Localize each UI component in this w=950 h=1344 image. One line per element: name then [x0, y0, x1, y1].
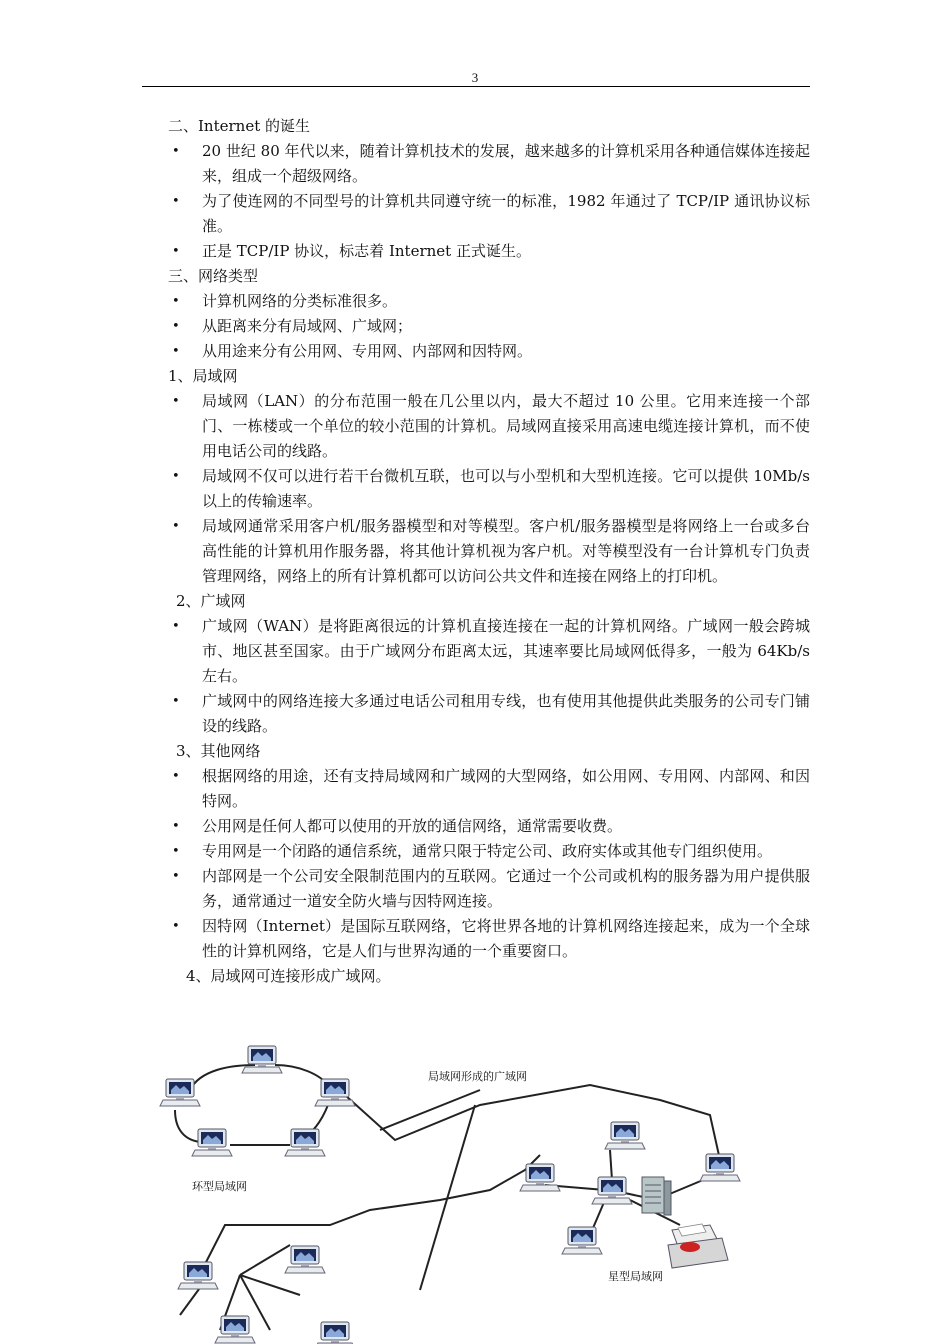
computer-icon [285, 1246, 325, 1273]
star-lan-links [545, 1150, 715, 1235]
document-body [168, 114, 810, 989]
computer-icon [605, 1122, 645, 1149]
section-heading: 二、Internet 的诞生 [168, 117, 310, 135]
bullet-item: • 根据网络的用途，还有支持局域网和广域网的大型网络，如公用网、专用网、内部网、和因特网。 [168, 764, 810, 814]
computer-icon [520, 1164, 560, 1191]
computer-icon [285, 1129, 325, 1156]
bullet-item: • 计算机网络的分类标准很多。 [168, 289, 810, 314]
section-heading: 2、广域网 [176, 592, 246, 610]
computer-icon [160, 1079, 200, 1106]
bullet-item: • 为了使连网的不同型号的计算机共同遵守统一的标准，1982 年通过了 TCP/IP 通讯协议标准。 [168, 189, 810, 239]
computer-icon [178, 1262, 218, 1289]
star-lan-label: 星型局域网 [608, 1271, 663, 1283]
computer-icon [315, 1322, 355, 1344]
bullet-item: • 局域网不仅可以进行若干台微机互联，也可以与小型机和大型机连接。它可以提供 10Mb/s 以上的传输速率。 [168, 464, 810, 514]
computer-icon [592, 1177, 632, 1204]
computer-icon [562, 1227, 602, 1254]
computer-icon [242, 1046, 282, 1073]
computer-icon [700, 1154, 740, 1181]
wan-backbone [180, 1085, 720, 1330]
wan-label: 局域网形成的广域网 [428, 1071, 527, 1083]
bullet-item: • 因特网（Internet）是国际互联网络，它将世界各地的计算机网络连接起来，成为一个全球性的计算机网络，它是人们与世界沟通的一个重要窗口。 [168, 914, 810, 964]
bullet-item: • 局域网通常采用客户机/服务器模型和对等模型。客户机/服务器模型是将网络上一台或多台高性能的计算机用作服务器，将其他计算机视为客户机。对等模型没有一台计算机专门负责管理网络，网络上的所有计算机都可以访问公共文件和连接在网络上的打印机。 [168, 514, 810, 589]
page-number: 3 [471, 70, 479, 85]
section-heading: 1、局域网 [168, 367, 238, 385]
section-heading: 3、其他网络 [176, 742, 261, 760]
section-heading: 三、网络类型 [168, 267, 259, 285]
bullet-item: • 广域网中的网络连接大多通过电话公司租用专线，也有使用其他提供此类服务的公司专门铺设的线路。 [168, 689, 810, 739]
bullet-item: • 正是 TCP/IP 协议，标志着 Internet 正式诞生。 [168, 239, 810, 264]
bullet-item: • 广域网（WAN）是将距离很远的计算机直接连接在一起的计算机网络。广域网一般会跨城市、地区甚至国家。由于广域网分布距离太远，其速率要比局域网低得多，一般为 64Kb/s 左右。 [168, 614, 810, 689]
server-icon [642, 1177, 671, 1215]
bullet-item: • 局域网（LAN）的分布范围一般在几公里以内，最大不超过 10 公里。它用来连接一个部门、一栋楼或一个单位的较小范围的计算机。局域网直接采用高速电缆连接计算机，而不使用电话公司的线路。 [168, 389, 810, 464]
computer-icon [215, 1316, 255, 1343]
computer-icon [192, 1129, 232, 1156]
network-diagram [150, 1040, 770, 1344]
bullet-item: • 20 世纪 80 年代以来，随着计算机技术的发展，越来越多的计算机采用各种通信媒体连接起来，组成一个超级网络。 [168, 139, 810, 189]
header-rule [142, 86, 810, 87]
bullet-item: • 公用网是任何人都可以使用的开放的通信网络，通常需要收费。 [168, 814, 810, 839]
ring-lan-label: 环型局域网 [192, 1181, 247, 1193]
bullet-item: • 内部网是一个公司安全限制范围内的互联网。它通过一个公司或机构的服务器为用户提供服务，通常通过一道安全防火墙与因特网连接。 [168, 864, 810, 914]
section-heading: 4、局域网可连接形成广域网。 [186, 967, 391, 985]
bullet-item: • 从距离来分有局域网、广域网； [168, 314, 810, 339]
computer-icon [315, 1079, 355, 1106]
printer-icon [668, 1224, 728, 1268]
bullet-item: • 从用途来分有公用网、专用网、内部网和因特网。 [168, 339, 810, 364]
bullet-item: • 专用网是一个闭路的通信系统，通常只限于特定公司、政府实体或其他专门组织使用。 [168, 839, 810, 864]
